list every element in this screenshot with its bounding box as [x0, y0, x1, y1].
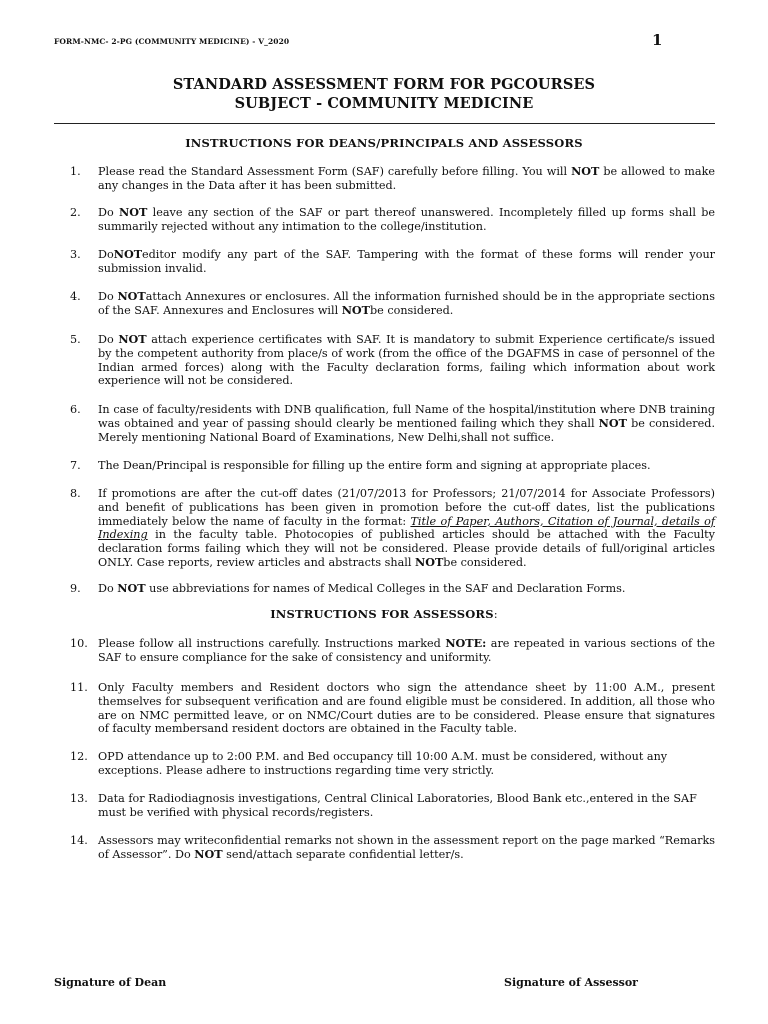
instruction-item-11 — [70, 681, 715, 736]
item-text — [98, 459, 715, 473]
item-number: 8. — [70, 487, 81, 500]
item-text-part: Only Faculty members and Resident doctors who sign the attendance sheet by 11:00 A.M., present themselves for subsequent verification and are found eligible must be considered. In addition, all those who are on NMC permitted leave, or on NMC/Court duties are to be considered. Please ensure that signatures of faculty membersand resident doctors are obtained in the Faculty table. — [98, 681, 715, 736]
item-number: 12. — [70, 750, 88, 763]
assessors-heading-colon: : — [493, 607, 498, 621]
item-emphasis: NOT — [113, 247, 143, 261]
item-text-part: The Dean/Principal is responsible for filling up the entire form and signing at appropriate places. — [98, 459, 651, 472]
form-subject: SUBJECT - COMMUNITY MEDICINE — [234, 95, 534, 112]
form-code: FORM-NMC- 2-PG (COMMUNITY MEDICINE) - V_2020 — [54, 37, 290, 46]
instruction-item-6 — [70, 403, 715, 444]
item-text-part: be allowed to make any changes in the Data after it has been submitted. — [98, 165, 715, 192]
item-number: 11. — [70, 681, 88, 694]
item-emphasis: NOT — [598, 415, 627, 430]
item-text-part: OPD attendance up to 2:00 P.M. and Bed occupancy till 10:00 A.M. must be considered, without any exceptions. Please adhere to instructions regarding time very strictly. — [98, 750, 668, 777]
item-text — [98, 403, 715, 444]
item-number: 9. — [70, 582, 81, 595]
item-text — [98, 165, 715, 193]
instruction-item-1 — [70, 165, 715, 193]
title-divider — [54, 123, 715, 124]
item-text-part: editor modify any part of the SAF. Tampering with the format of these forms will render your submission invalid. — [98, 248, 715, 275]
item-text-part: Please follow all instructions carefully. Instructions marked — [98, 637, 446, 650]
item-text-part: Assessors may writeconfidential remarks not shown in the assessment report on the page marked “Remarks of Assessor”. Do — [98, 834, 715, 861]
signature-of-assessor: Signature of Assessor — [504, 976, 638, 989]
signature-of-dean: Signature of Dean — [54, 976, 167, 989]
item-emphasis: NOT — [117, 581, 146, 595]
item-text — [98, 248, 715, 276]
instruction-item-4 — [70, 290, 715, 318]
instruction-item-3 — [70, 248, 715, 276]
item-text — [98, 582, 715, 596]
item-text — [98, 792, 715, 820]
instruction-item-7 — [70, 459, 715, 473]
item-text — [98, 637, 715, 665]
item-text — [98, 333, 715, 388]
item-text-part: be considered. — [443, 555, 527, 569]
item-text-part: be considered. — [370, 303, 454, 317]
item-text — [98, 290, 715, 318]
item-emphasis: NOT — [414, 554, 444, 569]
instruction-item-14 — [70, 834, 715, 862]
citation-format: Title of Paper, Authors, Citation of Journal, details of Indexing — [98, 514, 715, 542]
item-text — [98, 487, 715, 570]
instruction-item-2 — [70, 206, 715, 234]
item-text — [98, 834, 715, 862]
item-number: 7. — [70, 459, 81, 472]
item-text — [98, 750, 715, 778]
item-text-part: Do — [98, 206, 120, 219]
item-emphasis: NOT — [119, 205, 148, 219]
item-text — [98, 681, 715, 736]
item-number: 1. — [70, 165, 81, 178]
instruction-item-13 — [70, 792, 715, 820]
item-text-part: are repeated in various sections of the SAF to ensure compliance for the sake of consistency and uniformity. — [98, 637, 715, 664]
instruction-item-8 — [70, 487, 715, 570]
item-text-part: Do — [98, 582, 118, 595]
item-number: 6. — [70, 403, 81, 416]
item-text-part: attach Annexures or enclosures. All the information furnished should be in the appropriate sections of the SAF. Annexures and Enclosures will — [98, 290, 715, 317]
item-number: 3. — [70, 248, 81, 261]
item-text-part: Do — [98, 290, 118, 303]
item-text-part: in the faculty table. Photocopies of published articles should be attached with the Faculty declaration forms failing which they will not be considered. Please provide details of full/original articles ONLY. Case reports, review articles and abstracts shall — [98, 528, 715, 569]
instruction-item-9 — [70, 582, 715, 596]
form-title: STANDARD ASSESSMENT FORM FOR PGCOURSES — [172, 76, 596, 93]
item-text-part: In case of faculty/residents with DNB qualification, full Name of the hospital/institution where DNB training was obtained and year of passing should clearly be mentioned failing which they shall — [98, 403, 715, 430]
item-text-part: Do — [98, 248, 114, 261]
item-text-part: Data for Radiodiagnosis investigations, Central Clinical Laboratories, Blood Bank etc.,entered in the SAF must be verified with physical records/registers. — [98, 792, 697, 819]
item-text — [98, 206, 715, 234]
instruction-item-12 — [70, 750, 715, 778]
item-emphasis: NOT — [117, 289, 146, 303]
item-text-part: be considered. Merely mentioning National Board of Examinations, New Delhi,shall not suffice. — [98, 416, 715, 444]
item-text-part: If promotions are after the cut-off dates (21/07/2013 for Professors; 21/07/2014 for Associate Professors) and benefit of publications has been given in promotion before the cut-off dates, list the publications immediately below the name of faculty in the format: — [98, 487, 715, 528]
deans-instructions-heading: INSTRUCTIONS FOR DEANS/PRINCIPALS AND ASSESSORS — [185, 136, 583, 150]
item-number: 5. — [70, 333, 81, 346]
item-number: 10. — [70, 637, 88, 650]
assessors-heading-text: INSTRUCTIONS FOR ASSESSORS — [270, 607, 494, 621]
item-text-part: leave any section of the SAF or part thereof unanswered. Incompletely filled up forms shall be summarily rejected without any intimation to the college/institution. — [98, 206, 716, 233]
item-emphasis: NOT — [341, 302, 370, 317]
instruction-item-5 — [70, 333, 715, 388]
item-number: 13. — [70, 792, 88, 805]
item-emphasis: NOTE: — [445, 636, 487, 650]
item-text-part: use abbreviations for names of Medical Colleges in the SAF and Declaration Forms. — [145, 582, 626, 595]
item-text-part: Do — [98, 333, 119, 346]
item-number: 14. — [70, 834, 88, 847]
item-number: 2. — [70, 206, 81, 219]
item-text-part: Please read the Standard Assessment Form (SAF) carefully before filling. You will — [98, 165, 572, 178]
page-number: 1 — [652, 31, 663, 49]
item-text-part: attach experience certificates with SAF. It is mandatory to submit Experience certificate/s issued by the competent authority from place/s of work (from the office of the DGAFMS in case of personnel of the Indian armed forces) along with the Faculty declaration forms, failing which information about work experience will not be considered. — [98, 333, 715, 388]
item-number: 4. — [70, 290, 81, 303]
item-emphasis: NOT — [571, 164, 600, 178]
item-emphasis: NOT — [194, 846, 223, 861]
instruction-item-10 — [70, 637, 715, 665]
item-emphasis: NOT — [118, 332, 147, 346]
item-text-part: send/attach separate confidential letter/s. — [222, 847, 464, 861]
assessors-instructions-heading — [0, 607, 768, 621]
